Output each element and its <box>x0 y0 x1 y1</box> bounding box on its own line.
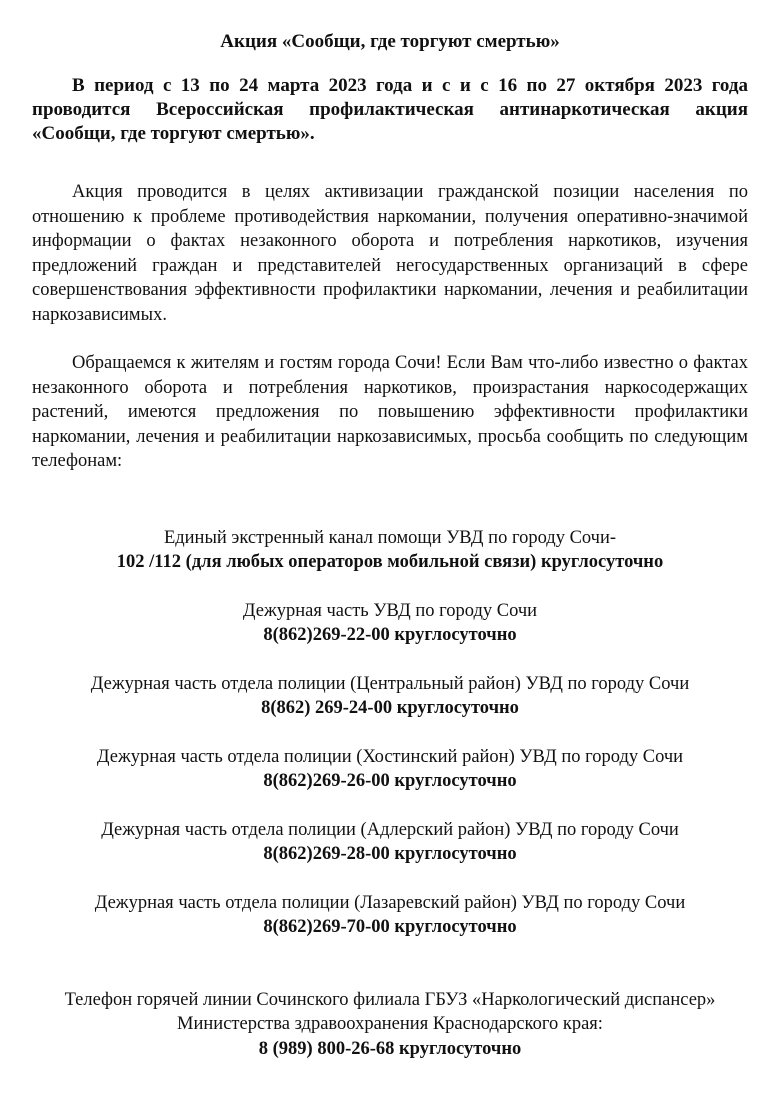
contacts-list <box>32 526 748 1062</box>
body-paragraph-appeal: Обращаемся к жителям и гостям города Сочи! Если Вам что-либо известно о фактах незаконного оборота и потребления наркотиков, произрастания наркосодержащих растений, имеются предложения по повышению эффективности профилактики наркомании, лечения и реабилитации наркозависимых, просьба сообщить по следующим телефонам: <box>32 353 748 471</box>
body-paragraph-purpose: Акция проводится в целях активизации гражданской позиции населения по отношению к проблеме противодействия наркомании, получения оперативно-значимой информации о фактах незаконного оборота и потребления наркотиков, изучения предложений граждан и представителей негосударственных организаций в сфере совершенствования эффективности профилактики наркомании, лечения и реабилитации наркозависимых. <box>32 182 748 325</box>
contact-name: Дежурная часть отдела полиции (Центральный район) УВД по городу Сочи <box>90 673 690 694</box>
hotline-phone: 8 (989) 800-26-68 круглосуточно <box>258 1038 522 1059</box>
contact-duty-khosta <box>32 745 748 794</box>
contact-name: Дежурная часть отдела полиции (Хостинский район) УВД по городу Сочи <box>96 746 684 767</box>
contact-phone: 8(862)269-26-00 круглосуточно <box>263 771 517 791</box>
contact-name: Дежурная часть УВД по городу Сочи <box>242 600 538 621</box>
contact-duty-uvd <box>32 599 748 648</box>
contact-duty-lazarevsky <box>32 891 748 940</box>
contact-name: Дежурная часть отдела полиции (Лазаревский район) УВД по городу Сочи <box>94 892 686 913</box>
contact-name: Дежурная часть отдела полиции (Адлерский район) УВД по городу Сочи <box>101 819 679 840</box>
contact-duty-central <box>32 672 748 721</box>
document-title: Акция «Сообщи, где торгуют смертью» <box>220 31 560 52</box>
contact-duty-adler <box>32 818 748 867</box>
contact-phone: 8(862)269-70-00 круглосуточно <box>263 917 517 937</box>
hotline-name: Телефон горячей линии Сочинского филиала ГБУЗ «Наркологический диспансер» Министерства здравоохранения Краснодарского края: <box>64 989 716 1034</box>
lead-paragraph: В период с 13 по 24 марта 2023 года и с и с 16 по 27 октября 2023 года проводится Всероссийская профилактическая антинаркотическая акция «Сообщи, где торгуют смертью». <box>32 75 748 144</box>
contact-phone: 8(862)269-28-00 круглосуточно <box>263 844 517 864</box>
contact-emergency-channel <box>32 526 748 575</box>
contact-phone: 8(862) 269-24-00 круглосуточно <box>261 698 519 718</box>
contact-phone: 8(862)269-22-00 круглосуточно <box>263 625 517 645</box>
contact-phone: 102 /112 (для любых операторов мобильной связи) круглосуточно <box>116 552 664 572</box>
contact-hotline <box>32 988 748 1062</box>
contact-name: Единый экстренный канал помощи УВД по городу Сочи- <box>163 527 617 548</box>
